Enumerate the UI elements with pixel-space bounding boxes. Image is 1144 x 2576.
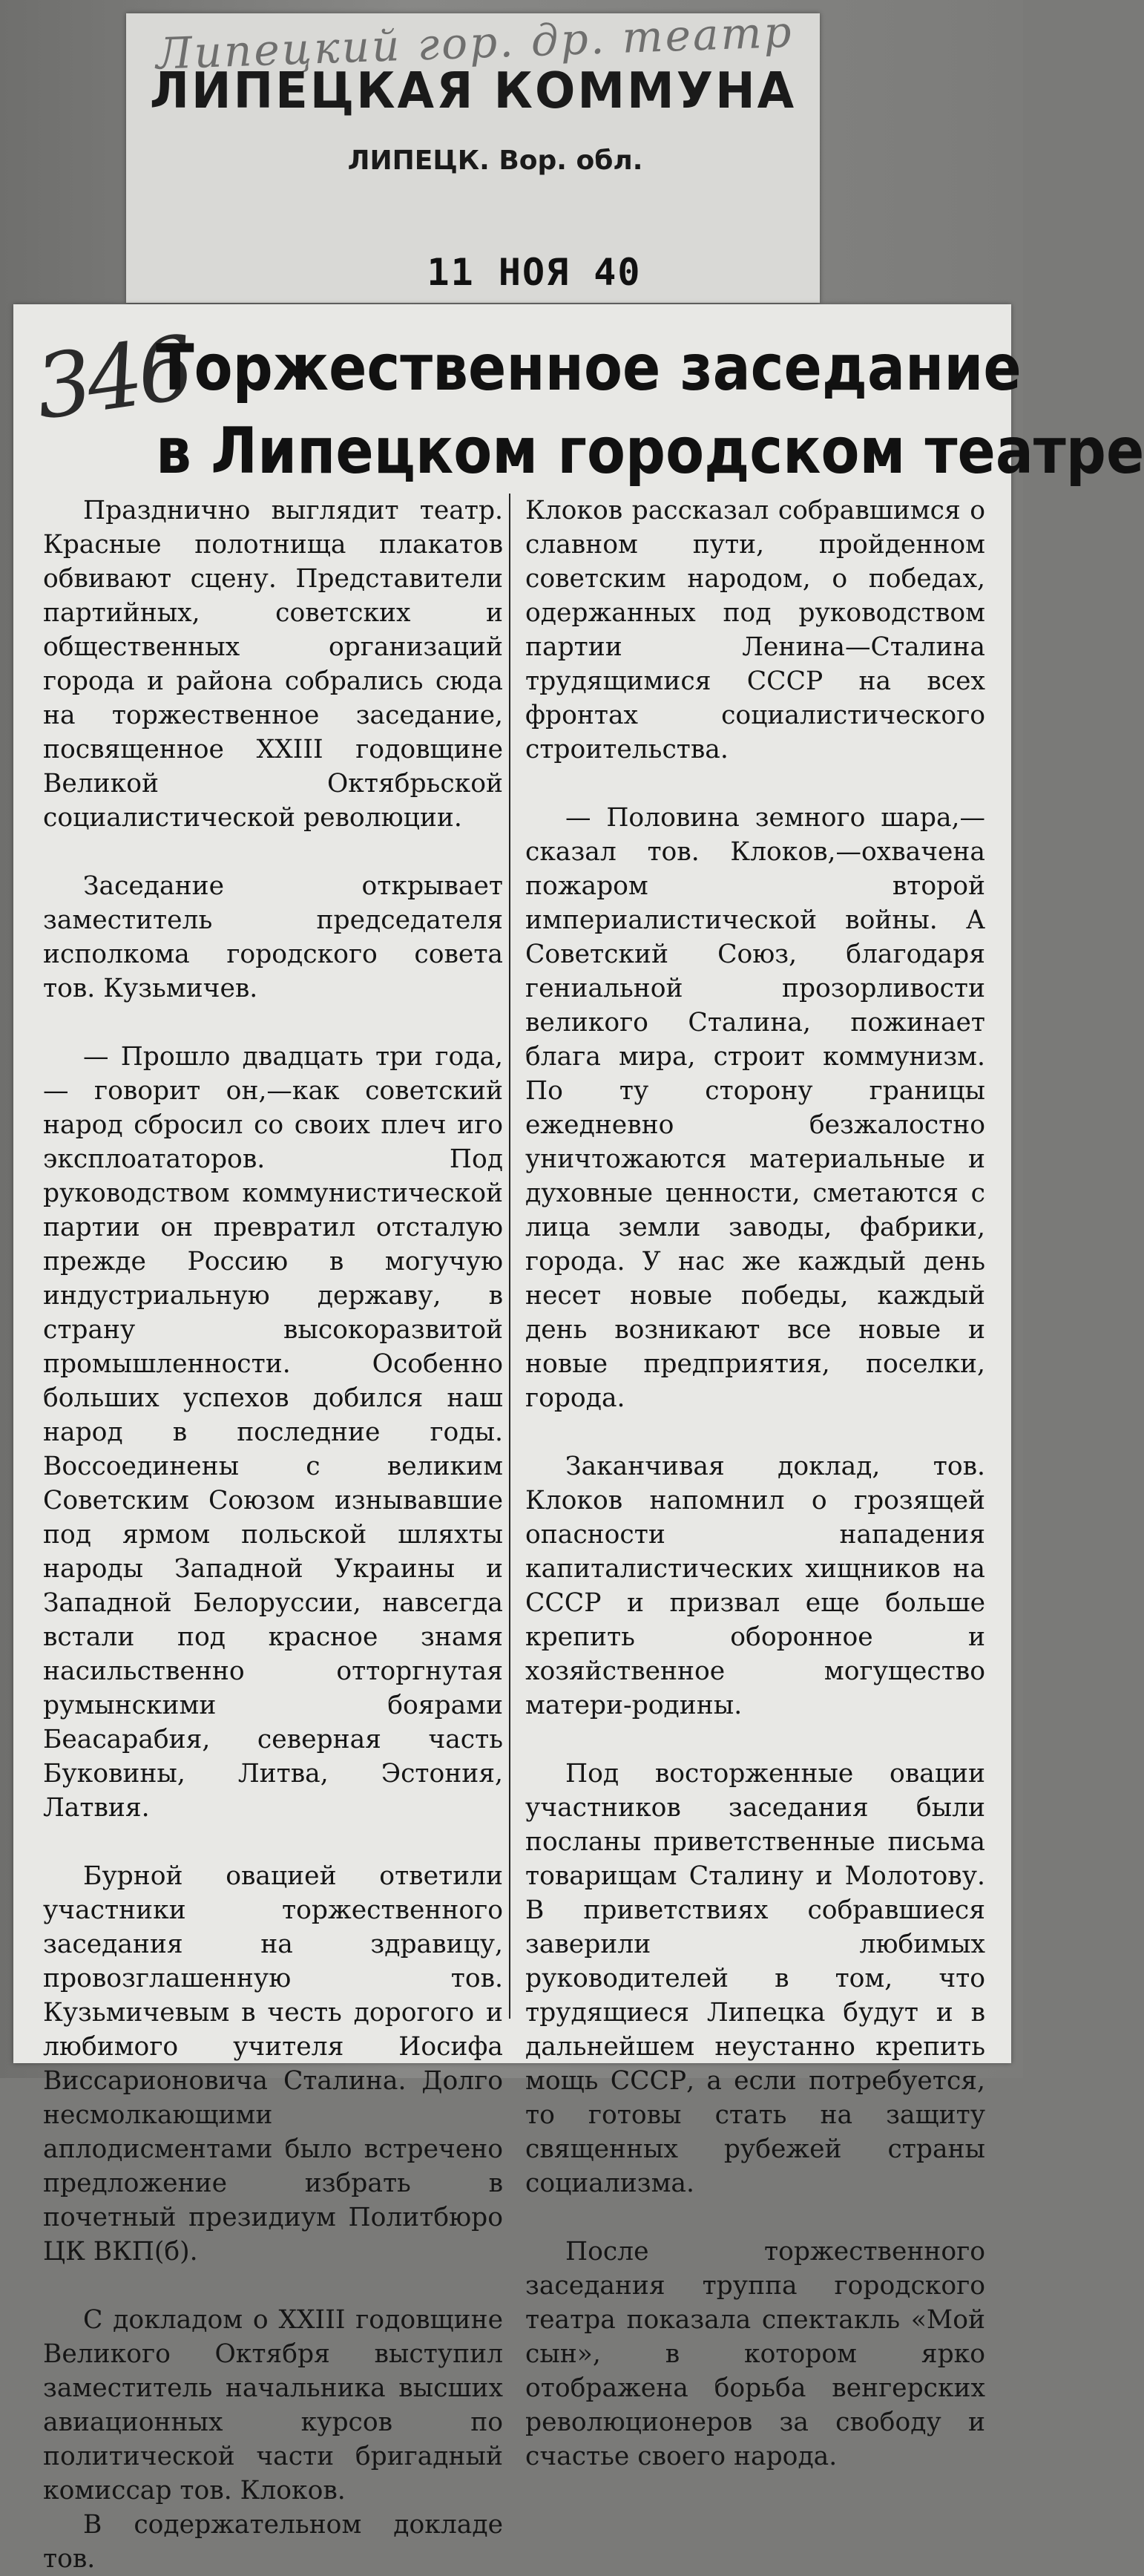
masthead-clipping [126, 6, 820, 303]
headline-line-1: Торжественное заседание [156, 331, 1022, 405]
paragraph: Под восторженные овации участников заседания были посланы приветственные письма товарищам Сталину и Молотову. В приветствиях собравшиеся заверили любимых руководителей в том, что трудящиеся Липецка будут и в дальнейшем неустанно крепить мощь СССР, а если потребуется, то готовы стать на защиту священных рубежей страны социализма. [525, 1759, 985, 2198]
paragraph: — Половина земного шара,—сказал тов. Клоков,—охвачена пожаром второй империалистической войны. А Советский Союз, благодаря гениальной прозорливости великого Сталина, пожинает блага мира, строит коммунизм. По ту сторону границы ежедневно безжалостно уничтожаются материальные и духовные ценности, сметаются с лица земли заводы, фабрики, города. У нас же каждый день несет новые победы, каждый день возникают все новые и новые предприятия, поселки, города. [525, 803, 985, 1413]
paragraph: — Прошло двадцать три года,— говорит он,—как советский народ сбросил со своих плеч иго эксплоататоров. Под руководством коммунистической партии он превратил отсталую прежде Россию в могучую индустриальную державу, в страну высокоразвитой промышленности. Особенно больших успехов добился наш народ в последние годы. Воссоединены с великим Советским Союзом изнывавшие под ярмом польской шляхты народы Западной Украины и Западной Белоруссии, навсегда встали под красное знамя насильственно отторгнутая румынскими боярами Беасарабия, северная часть Буковины, Литва, Эстония, Латвия. [43, 1042, 503, 1823]
paragraph: В содержательном докладе тов. [43, 2510, 503, 2574]
newspaper-name: ЛИПЕЦКАЯ КОММУНА [149, 62, 797, 120]
column-divider [509, 494, 510, 2019]
handwritten-number: 346 [29, 316, 196, 439]
handwritten-note: Липецкий гор. др. театр [155, 6, 795, 79]
paragraph: Празднично выглядит театр. Красные полотнища плакатов обвивают сцену. Представители партийных, советских и общественных организаций города и района собрались сюда на торжественное заседание, посвященное XXIII годовщине Великой Октябрьской социалистической революции. [43, 496, 503, 833]
article-clipping [13, 304, 1144, 2574]
paragraph: Бурной овацией ответили участники торжественного заседания на здравицу, провозглашенную тов. Кузьмичевым в честь дорогого и любимого учителя Иосифа Виссарионовича Сталина. Долго несмолкающими аплодисментами было встречено предложение избрать в почетный президиум Политбюро ЦК ВКП(б). [43, 1861, 503, 2267]
paragraph: Клоков рассказал собравшимся о славном пути, пройденном советским народом, о победах, одержанных под руководством партии Ленина—Сталина трудящимися СССР на всех фронтах социалистического строительства. [525, 496, 985, 764]
left-column [43, 494, 503, 2576]
newspaper-city-region: ЛИПЕЦК. Вор. обл. [347, 145, 643, 176]
paragraph: Заканчивая доклад, тов. Клоков напомнил о грозящей опасности нападения капиталистических хищников на СССР и призвал еще больше крепить оборонное и хозяйственное могущество матери-родины. [525, 1452, 985, 1720]
paragraph: Заседание открывает заместитель председателя исполкома городского совета тов. Кузьмичев. [43, 871, 503, 1003]
headline [156, 327, 1144, 493]
right-column [525, 494, 985, 2474]
headline-line-2: в Липецком городском театре [156, 414, 1144, 488]
paragraph: С докладом о XXIII годовщине Великого Октября выступил заместитель начальника высших авиационных курсов по политической части бригадный комиссар тов. Клоков. [43, 2305, 503, 2505]
date-stamp: 11 НОЯ 40 [427, 251, 642, 294]
paragraph: После торжественного заседания труппа городского театра показала спектакль «Мой сын», в котором ярко отображена борьба венгерских революционеров за свободу и счастье своего народа. [525, 2237, 985, 2471]
